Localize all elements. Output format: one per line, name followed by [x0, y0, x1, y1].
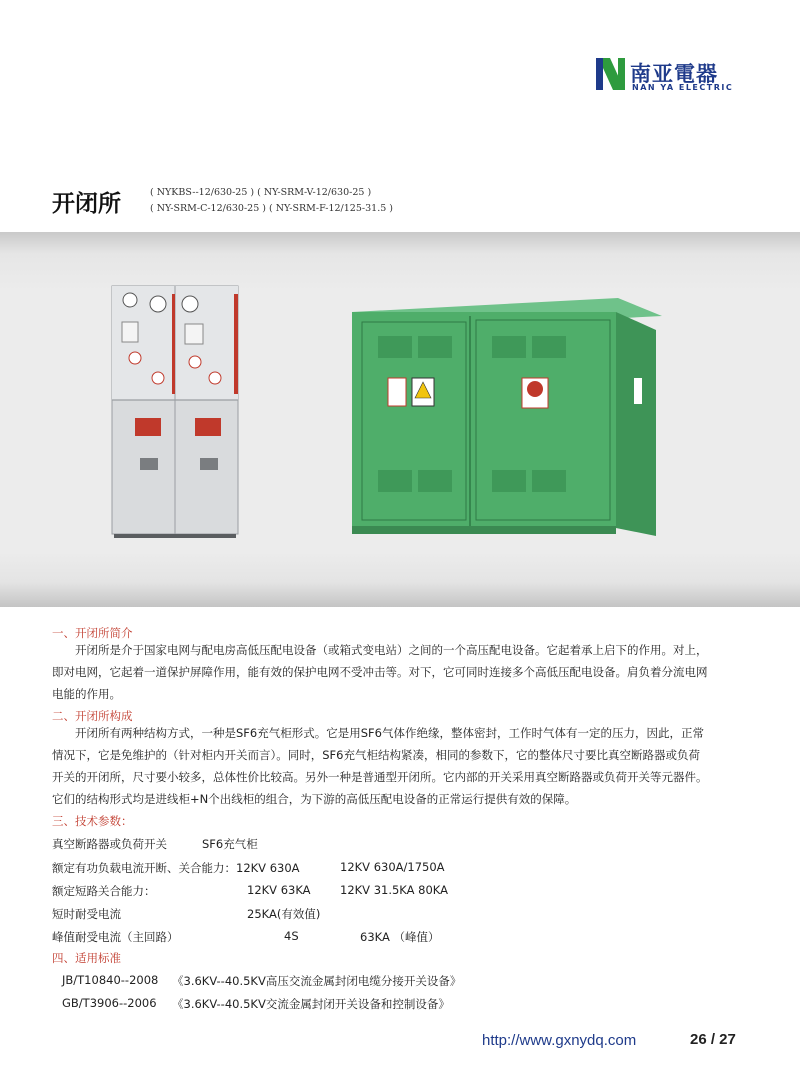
paragraph-line: 开闭所有两种结构方式，一种是SF6充气柜形式。它是用SF6气体作绝缘，整体密封，工作时气体有一定的压力，因此，正常	[75, 726, 704, 740]
param-label: 额定短路关合能力：	[52, 884, 156, 898]
model-line-2: ( NY-SRM-C-12/630-25 ) ( NY-SRM-F-12/125-31.5 )	[150, 203, 393, 214]
section-heading-standards: 四、适用标准	[52, 951, 121, 965]
param-value: 12KV 630A/1750A	[340, 860, 445, 874]
standard-item	[52, 973, 752, 989]
paragraph-line: 情况下，它是免维护的（针对柜内开关而言）。同时，SF6充气柜结构紧凑，相同的参数下，它的整体尺寸要比真空断路器或负荷	[52, 748, 700, 762]
page-title: 开闭所	[52, 191, 121, 217]
param-row	[52, 906, 752, 922]
paragraph-line: 开闭所是介于国家电网与配电房高低压配电设备（或箱式变电站）之间的一个高压配电设备。它起着承上启下的作用。对上，	[75, 643, 708, 657]
page-number: 26 / 27	[690, 1031, 736, 1048]
param-value: 63KA （峰值）	[360, 930, 440, 944]
website-link[interactable]: http://www.gxnydq.com	[482, 1032, 637, 1049]
param-value: SF6充气柜	[202, 837, 258, 851]
section-heading-composition: 二、开闭所构成	[52, 709, 133, 723]
section-body-composition	[52, 722, 752, 810]
paragraph-line: 开关的开闭所，尺寸要小较多，总体性价比较高。另外一种是普通型开闭所。它内部的开关采用真空断路器或负荷开关等元器件。	[52, 770, 708, 784]
section-heading-intro: 一、开闭所简介	[52, 626, 133, 640]
section-body-intro	[52, 639, 752, 705]
param-value: 12KV 63KA	[247, 883, 311, 897]
param-label: 真空断路器或负荷开关	[52, 837, 167, 851]
standard-name: 《3.6KV--40.5KV交流金属封闭开关设备和控制设备》	[172, 997, 450, 1011]
param-label: 峰值耐受电流（主回路）	[52, 930, 179, 944]
standard-name: 《3.6KV--40.5KV高压交流金属封闭电缆分接开关设备》	[172, 974, 462, 988]
indoor-switchgear-cabinet-image	[112, 286, 238, 538]
outdoor-green-enclosure-image	[352, 298, 662, 536]
brand-logo	[596, 56, 756, 96]
param-row	[52, 860, 752, 876]
param-value: 4S	[284, 929, 299, 943]
nanya-logo-icon	[596, 56, 626, 92]
logo-english-name: NAN YA ELECTRIC	[632, 83, 734, 92]
paragraph-line: 它们的结构形式均是进线柜+N个出线柜的组合，为下游的高低压配电设备的正常运行提供有效的保障。	[52, 792, 577, 806]
param-value: 12KV 31.5KA 80KA	[340, 883, 449, 897]
standard-code: GB/T3906--2006	[62, 996, 157, 1010]
paragraph-line: 电能的作用。	[52, 687, 121, 701]
param-value: 25KA(有效值)	[247, 907, 321, 921]
param-label: 短时耐受电流	[52, 907, 121, 921]
param-row	[52, 836, 752, 852]
logo-chinese-name: 南亚電器	[630, 62, 718, 86]
param-label: 额定有功负载电流开断、关合能力：12KV 630A	[52, 861, 300, 875]
standard-code: JB/T10840--2008	[62, 973, 159, 987]
model-line-1: ( NYKBS--12/630-25 ) ( NY-SRM-V-12/630-25 )	[150, 187, 372, 198]
section-heading-params: 三、技术参数：	[52, 814, 133, 828]
param-row	[52, 929, 752, 945]
paragraph-line: 即对电网，它起着一道保护屏障作用，能有效的保护电网不受冲击等。对下，它可同时连接多个高低压配电设备。肩负着分流电网	[52, 665, 708, 679]
product-banner	[0, 232, 800, 607]
param-row	[52, 883, 752, 899]
standard-item	[52, 996, 752, 1012]
